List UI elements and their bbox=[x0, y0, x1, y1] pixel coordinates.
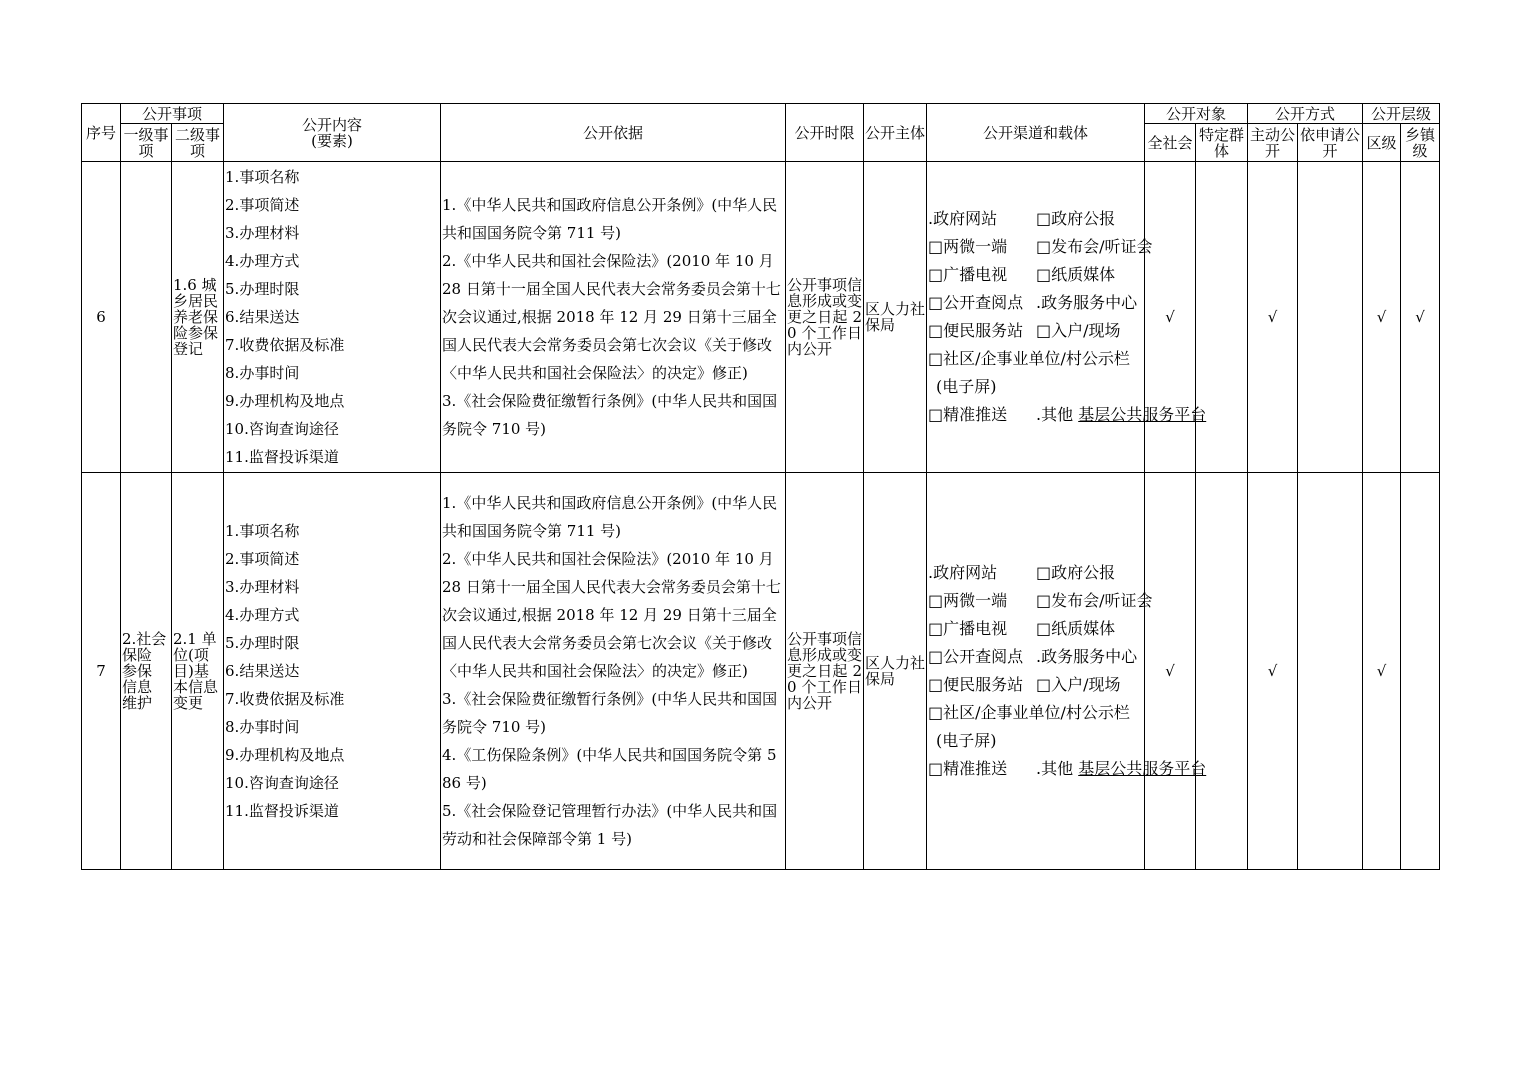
channel-item: □纸质媒体 bbox=[1036, 265, 1116, 284]
channel-other-label: .其他 bbox=[1036, 405, 1074, 424]
row-time-limit: 公开事项信息形成或变更之日起 20 个工作日内公开 bbox=[786, 162, 864, 473]
row-channels bbox=[927, 473, 1207, 870]
content-item: 8.办事时间 bbox=[225, 718, 300, 736]
header-time-limit: 公开时限 bbox=[786, 104, 864, 162]
row-method-active: √ bbox=[1248, 162, 1298, 473]
row-level2 bbox=[172, 473, 224, 870]
row-level-district: √ bbox=[1363, 473, 1401, 870]
channel-item: □精准推送 bbox=[928, 759, 1008, 778]
channel-item: □政府公报 bbox=[1036, 563, 1116, 582]
content-item: 10.咨询查询途径 bbox=[225, 774, 339, 792]
channel-item-note: (电子屏) bbox=[936, 731, 997, 750]
header-level2: 二级事项 bbox=[172, 124, 224, 162]
level2-line: 登记 bbox=[173, 340, 204, 358]
header-target-specific: 特定群体 bbox=[1196, 124, 1248, 162]
channel-item: □公开查阅点 bbox=[928, 293, 1024, 312]
level2-line: 2.1 单 bbox=[173, 630, 217, 648]
basis-item: 3.《社会保险费征缴暂行条例》(中华人民共和国国务院令 710 号) bbox=[442, 392, 778, 438]
header-target-all: 全社会 bbox=[1145, 124, 1196, 162]
channel-item-note: (电子屏) bbox=[936, 377, 997, 396]
row-level2 bbox=[172, 162, 224, 473]
row-target-specific bbox=[1196, 162, 1248, 473]
row-channels bbox=[927, 162, 1207, 473]
level2-line: 1.6 城 bbox=[173, 276, 217, 294]
level2-line: 养老保 bbox=[173, 308, 219, 326]
channel-item: □纸质媒体 bbox=[1036, 619, 1116, 638]
content-item: 11.监督投诉渠道 bbox=[225, 802, 339, 820]
content-item: 9.办理机构及地点 bbox=[225, 392, 345, 410]
channel-item: .政务服务中心 bbox=[1036, 293, 1138, 312]
header-method-request: 依申请公开 bbox=[1298, 124, 1363, 162]
basis-item: 1.《中华人民共和国政府信息公开条例》(中华人民共和国国务院令第 711 号) bbox=[442, 494, 778, 540]
level1-line: 信息 bbox=[122, 678, 153, 696]
row-level-town: √ bbox=[1401, 162, 1440, 473]
row-level1 bbox=[121, 162, 172, 473]
row-method-active: √ bbox=[1248, 473, 1298, 870]
row-level-town bbox=[1401, 473, 1440, 870]
disclosure-table bbox=[81, 103, 1440, 870]
channel-item: □政府公报 bbox=[1036, 209, 1116, 228]
channel-item-other bbox=[1036, 401, 1207, 429]
level2-line: 乡居民 bbox=[173, 292, 219, 310]
header-method-active: 主动公开 bbox=[1248, 124, 1298, 162]
header-level-group: 公开层级 bbox=[1363, 104, 1440, 124]
channel-item: □公开查阅点 bbox=[928, 647, 1024, 666]
level1-line: 维护 bbox=[122, 694, 153, 712]
channel-item: .政府网站 bbox=[928, 563, 998, 582]
row-level1 bbox=[121, 473, 172, 870]
level2-line: 险参保 bbox=[173, 324, 219, 342]
channel-item: □入户/现场 bbox=[1036, 321, 1121, 340]
level1-line: 保险 bbox=[122, 646, 153, 664]
basis-item: 3.《社会保险费征缴暂行条例》(中华人民共和国国务院令 710 号) bbox=[442, 690, 778, 736]
row-basis bbox=[441, 162, 786, 473]
row-content bbox=[224, 162, 441, 473]
content-item: 3.办理材料 bbox=[225, 224, 300, 242]
header-level-district: 区级 bbox=[1363, 124, 1401, 162]
channel-item: □广播电视 bbox=[928, 265, 1008, 284]
header-content-title: 公开内容 bbox=[302, 115, 363, 134]
content-item: 4.办理方式 bbox=[225, 252, 300, 270]
content-item: 5.办理时限 bbox=[225, 634, 300, 652]
basis-item: 5.《社会保险登记管理暂行办法》(中华人民共和国劳动和社会保障部令第 1 号) bbox=[442, 802, 778, 848]
basis-item: 2.《中华人民共和国社会保险法》(2010 年 10 月 28 日第十一届全国人民代表大会常务委员会第十七次会议通过,根据 2018 年 12 月 29 日第十三届全国人民代表大会常务委员会第七次会议《关于修改〈中华人民共和国社会保险法〉的决定》修正) bbox=[442, 550, 781, 680]
content-item: 9.办理机构及地点 bbox=[225, 746, 345, 764]
table-row bbox=[82, 473, 1440, 870]
row-seq: 7 bbox=[82, 473, 121, 870]
row-target-all: √ bbox=[1145, 473, 1196, 870]
row-content bbox=[224, 473, 441, 870]
channel-item-other bbox=[1036, 755, 1207, 783]
basis-item: 1.《中华人民共和国政府信息公开条例》(中华人民共和国国务院令第 711 号) bbox=[442, 196, 778, 242]
content-item: 10.咨询查询途径 bbox=[225, 420, 339, 438]
level2-line: 变更 bbox=[173, 694, 204, 712]
header-seq: 序号 bbox=[82, 104, 121, 162]
level2-line: 本信息 bbox=[173, 678, 219, 696]
header-level-town: 乡镇级 bbox=[1401, 124, 1440, 162]
header-content bbox=[224, 104, 441, 162]
level2-line: 位(项 bbox=[173, 646, 209, 664]
row-target-all: √ bbox=[1145, 162, 1196, 473]
row-target-specific bbox=[1196, 473, 1248, 870]
content-item: 3.办理材料 bbox=[225, 578, 300, 596]
row-level-district: √ bbox=[1363, 162, 1401, 473]
basis-item: 4.《工伤保险条例》(中华人民共和国国务院令第 586 号) bbox=[442, 746, 777, 792]
content-item: 7.收费依据及标准 bbox=[225, 336, 345, 354]
content-item: 11.监督投诉渠道 bbox=[225, 448, 339, 466]
header-method-group: 公开方式 bbox=[1248, 104, 1363, 124]
channel-item: .政府网站 bbox=[928, 209, 998, 228]
content-item: 1.事项名称 bbox=[225, 168, 300, 186]
header-subject: 公开主体 bbox=[864, 104, 927, 162]
header-content-sub: (要素) bbox=[311, 131, 353, 150]
channel-item: □入户/现场 bbox=[1036, 675, 1121, 694]
row-basis bbox=[441, 473, 786, 870]
row-method-request bbox=[1298, 162, 1363, 473]
header-level1: 一级事项 bbox=[121, 124, 172, 162]
level2-line: 目)基 bbox=[173, 662, 209, 680]
level1-line: 2.社会 bbox=[122, 630, 167, 648]
channel-item: □发布会/听证会 bbox=[1036, 591, 1153, 610]
row-time-limit: 公开事项信息形成或变更之日起 20 个工作日内公开 bbox=[786, 473, 864, 870]
channel-item: □精准推送 bbox=[928, 405, 1008, 424]
channel-other-value: 基层公共服务平台 bbox=[1078, 405, 1207, 424]
channel-item: .政务服务中心 bbox=[1036, 647, 1138, 666]
content-item: 2.事项简述 bbox=[225, 550, 300, 568]
channel-other-label: .其他 bbox=[1036, 759, 1074, 778]
content-item: 8.办事时间 bbox=[225, 364, 300, 382]
content-item: 4.办理方式 bbox=[225, 606, 300, 624]
content-item: 5.办理时限 bbox=[225, 280, 300, 298]
channel-other-value: 基层公共服务平台 bbox=[1078, 759, 1207, 778]
channel-item: □便民服务站 bbox=[928, 675, 1024, 694]
header-item-group: 公开事项 bbox=[121, 104, 224, 124]
row-seq: 6 bbox=[82, 162, 121, 473]
header-basis: 公开依据 bbox=[441, 104, 786, 162]
content-item: 2.事项简述 bbox=[225, 196, 300, 214]
table-row bbox=[82, 162, 1440, 473]
row-subject: 区人力社保局 bbox=[864, 162, 927, 473]
content-item: 6.结果送达 bbox=[225, 662, 300, 680]
channel-item: □两微一端 bbox=[928, 237, 1008, 256]
row-method-request bbox=[1298, 473, 1363, 870]
basis-item: 2.《中华人民共和国社会保险法》(2010 年 10 月 28 日第十一届全国人民代表大会常务委员会第十七次会议通过,根据 2018 年 12 月 29 日第十三届全国人民代表大会常务委员会第七次会议《关于修改〈中华人民共和国社会保险法〉的决定》修正) bbox=[442, 252, 781, 382]
channel-item: □社区/企事业单位/村公示栏 bbox=[928, 703, 1130, 722]
row-subject: 区人力社保局 bbox=[864, 473, 927, 870]
content-item: 7.收费依据及标准 bbox=[225, 690, 345, 708]
channel-item: □便民服务站 bbox=[928, 321, 1024, 340]
channel-item: □两微一端 bbox=[928, 591, 1008, 610]
channel-item: □广播电视 bbox=[928, 619, 1008, 638]
channel-item: □社区/企事业单位/村公示栏 bbox=[928, 349, 1130, 368]
header-target-group: 公开对象 bbox=[1145, 104, 1248, 124]
level1-line: 参保 bbox=[122, 662, 153, 680]
content-item: 1.事项名称 bbox=[225, 522, 300, 540]
content-item: 6.结果送达 bbox=[225, 308, 300, 326]
header-channel: 公开渠道和载体 bbox=[927, 104, 1145, 162]
channel-item: □发布会/听证会 bbox=[1036, 237, 1153, 256]
